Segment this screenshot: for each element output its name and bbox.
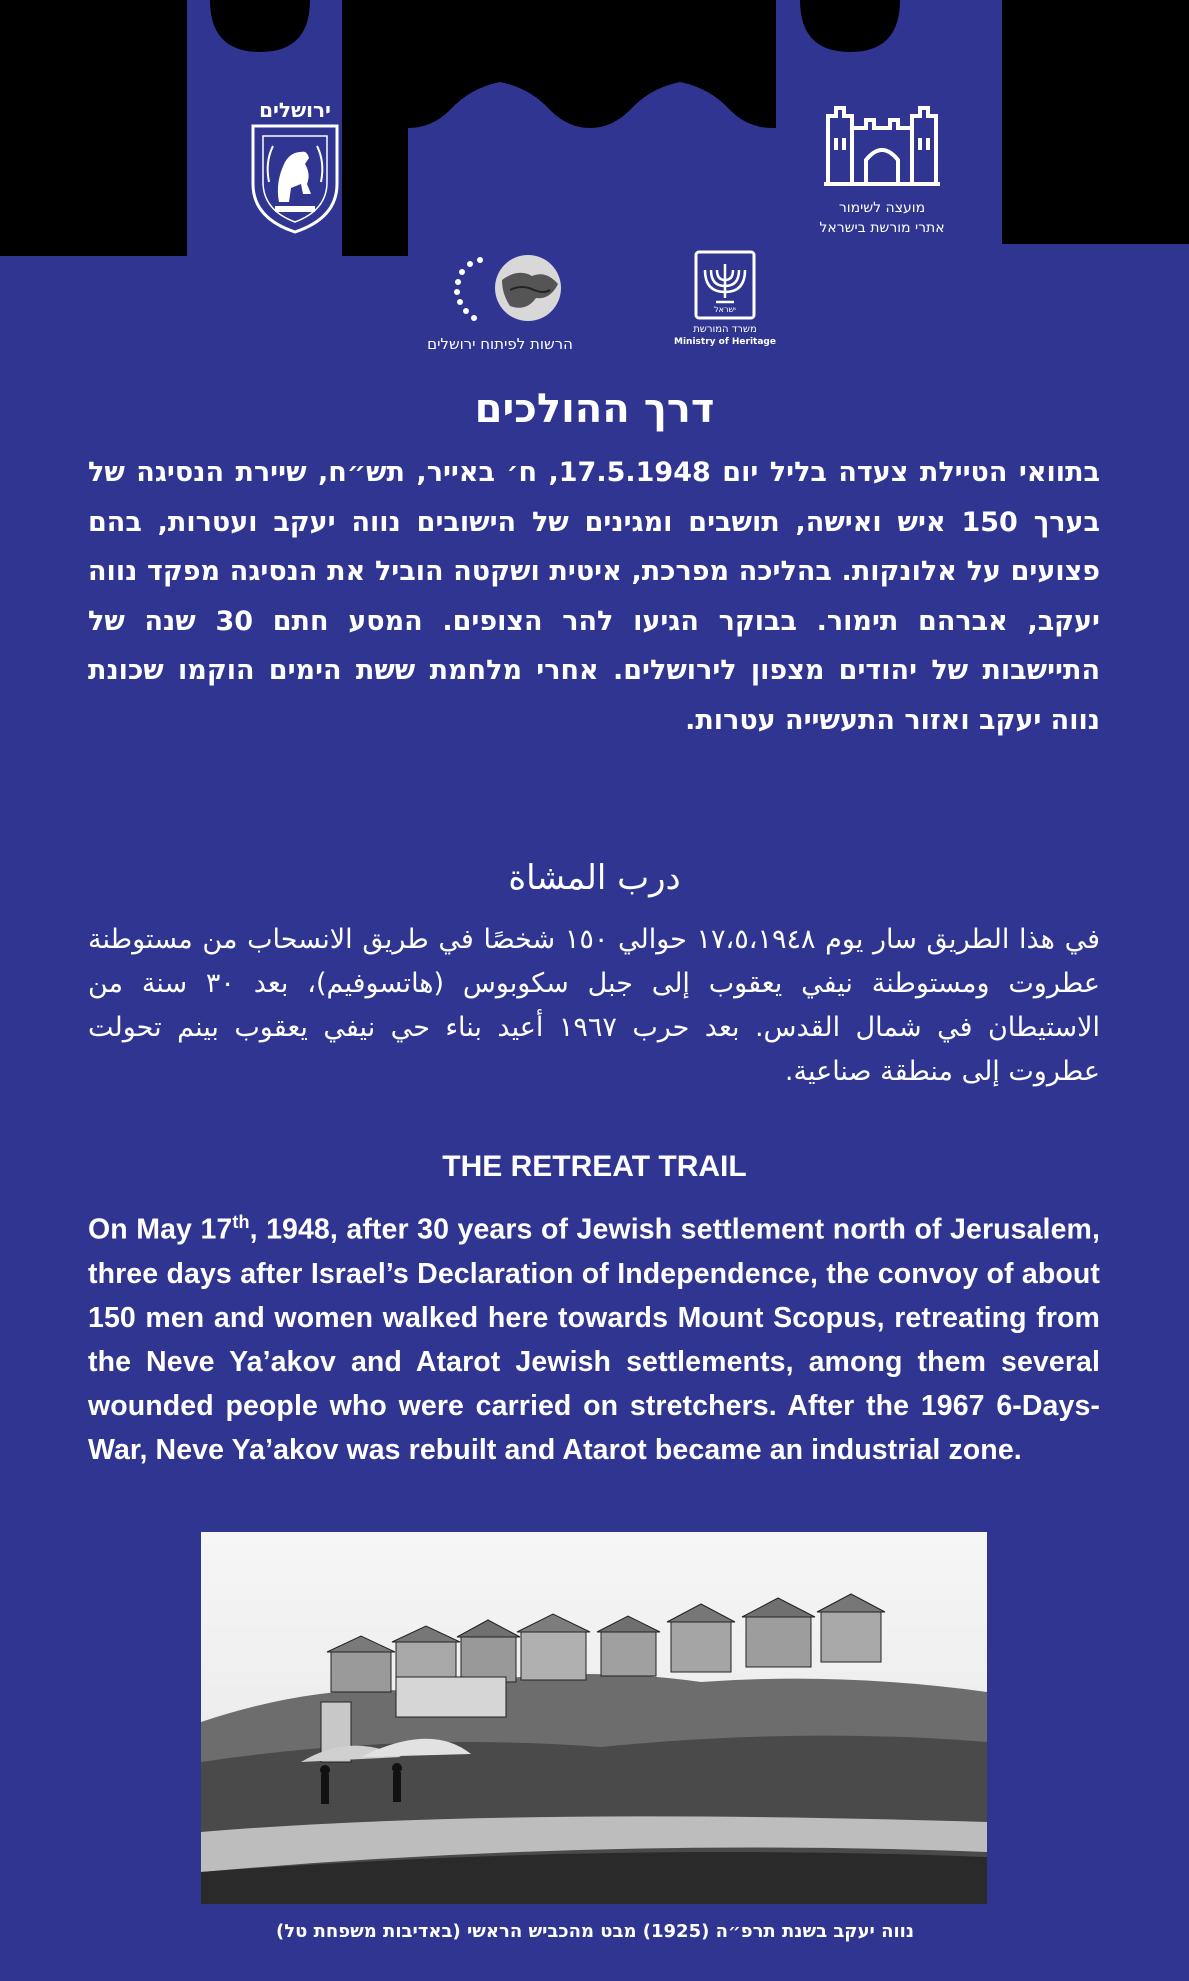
ministry-heritage-he: משרד המורשת	[693, 324, 757, 335]
development-authority-logo	[410, 250, 590, 353]
historic-photo	[201, 1532, 987, 1904]
english-body-start: On May 17	[88, 1213, 233, 1246]
arabic-body-text: في هذا الطريق سار يوم ١٧،٥،١٩٤٨ حوالي ١٥٠ شخصًا في طريق الانسحاب من مستوطنة عطروت ومستوطنة نيفي يعقوب إلى جبل سكوبوس (هاتسوفيم)، بعد ٣٠ سنة من الاستيطان في شمال القدس. بعد حرب ١٩٦٧ أعيد بناء حي نيفي يعقوب بينم تحولت عطروت إلى منطقة صناعية.	[88, 924, 1101, 1087]
jerusalem-logo	[245, 98, 345, 238]
english-body-superscript: th	[232, 1212, 250, 1232]
ministry-emblem-text: ישראל	[714, 305, 736, 314]
photo-caption: נווה יעקב בשנת תרפ״ה (1925) מבט מהכביש הראשי (באדיבות משפחת טל)	[276, 1921, 914, 1942]
historic-neve-yaakov-photo	[201, 1532, 987, 1904]
ministry-heritage-en: Ministry of Heritage	[674, 337, 776, 347]
jerusalem-development-authority-icon	[410, 250, 590, 328]
heritage-council-logo	[806, 98, 958, 238]
jerusalem-lion-emblem-icon	[245, 122, 345, 234]
development-authority-text: הרשות לפיתוח ירושלים	[427, 335, 573, 353]
jerusalem-logo-text: ירושלים	[259, 98, 331, 122]
heritage-council-line2: אתרי מורשת בישראל	[819, 220, 945, 236]
english-title: THE RETREAT TRAIL	[442, 1150, 747, 1183]
heritage-council-line1: מועצה לשימור	[838, 200, 926, 216]
hebrew-body-text: בתוואי הטיילת צעדה בליל יום 17.5.1948, ח׳ באייר, תש״ח, שיירת הנסיגה של בערך 150 איש ואישה, תושבים ומגינים של הישובים נווה יעקב ועטרות, בהם פצועים על אלונקות. בהליכה מפרכת, איטית ושקטה הוביל את הנסיגה מפקד נווה יעקב, אברהם תימור. בבוקר הגיעו להר הצופים. המסע חתם 30 שנה של התיישבות של יהודים מצפון לירושלים. אחרי מלחמת ששת הימים הוקמו שכונת נווה יעקב ואזור התעשייה עטרות.	[88, 457, 1100, 736]
english-body-text	[88, 1200, 1100, 1472]
english-body-rest: , 1948, after 30 years of Jewish settlement north of Jerusalem, three days after Israel’s Declaration of Independence, the convoy of about 150 men and women walked here towards Mount Scopus, retreating from the Neve Ya’akov and Atarot Jewish settlements, among them several wounded people who were carried on stretchers. After the 1967 6-Days-War, Neve Ya’akov was rebuilt and Atarot became an industrial zone.	[88, 1213, 1100, 1466]
arabic-title: درب المشاة	[508, 858, 681, 898]
hebrew-title: דרך ההולכים	[474, 386, 715, 432]
menorah-emblem-icon	[670, 250, 780, 322]
heritage-building-icon	[806, 98, 958, 190]
ministry-heritage-logo	[670, 250, 780, 350]
